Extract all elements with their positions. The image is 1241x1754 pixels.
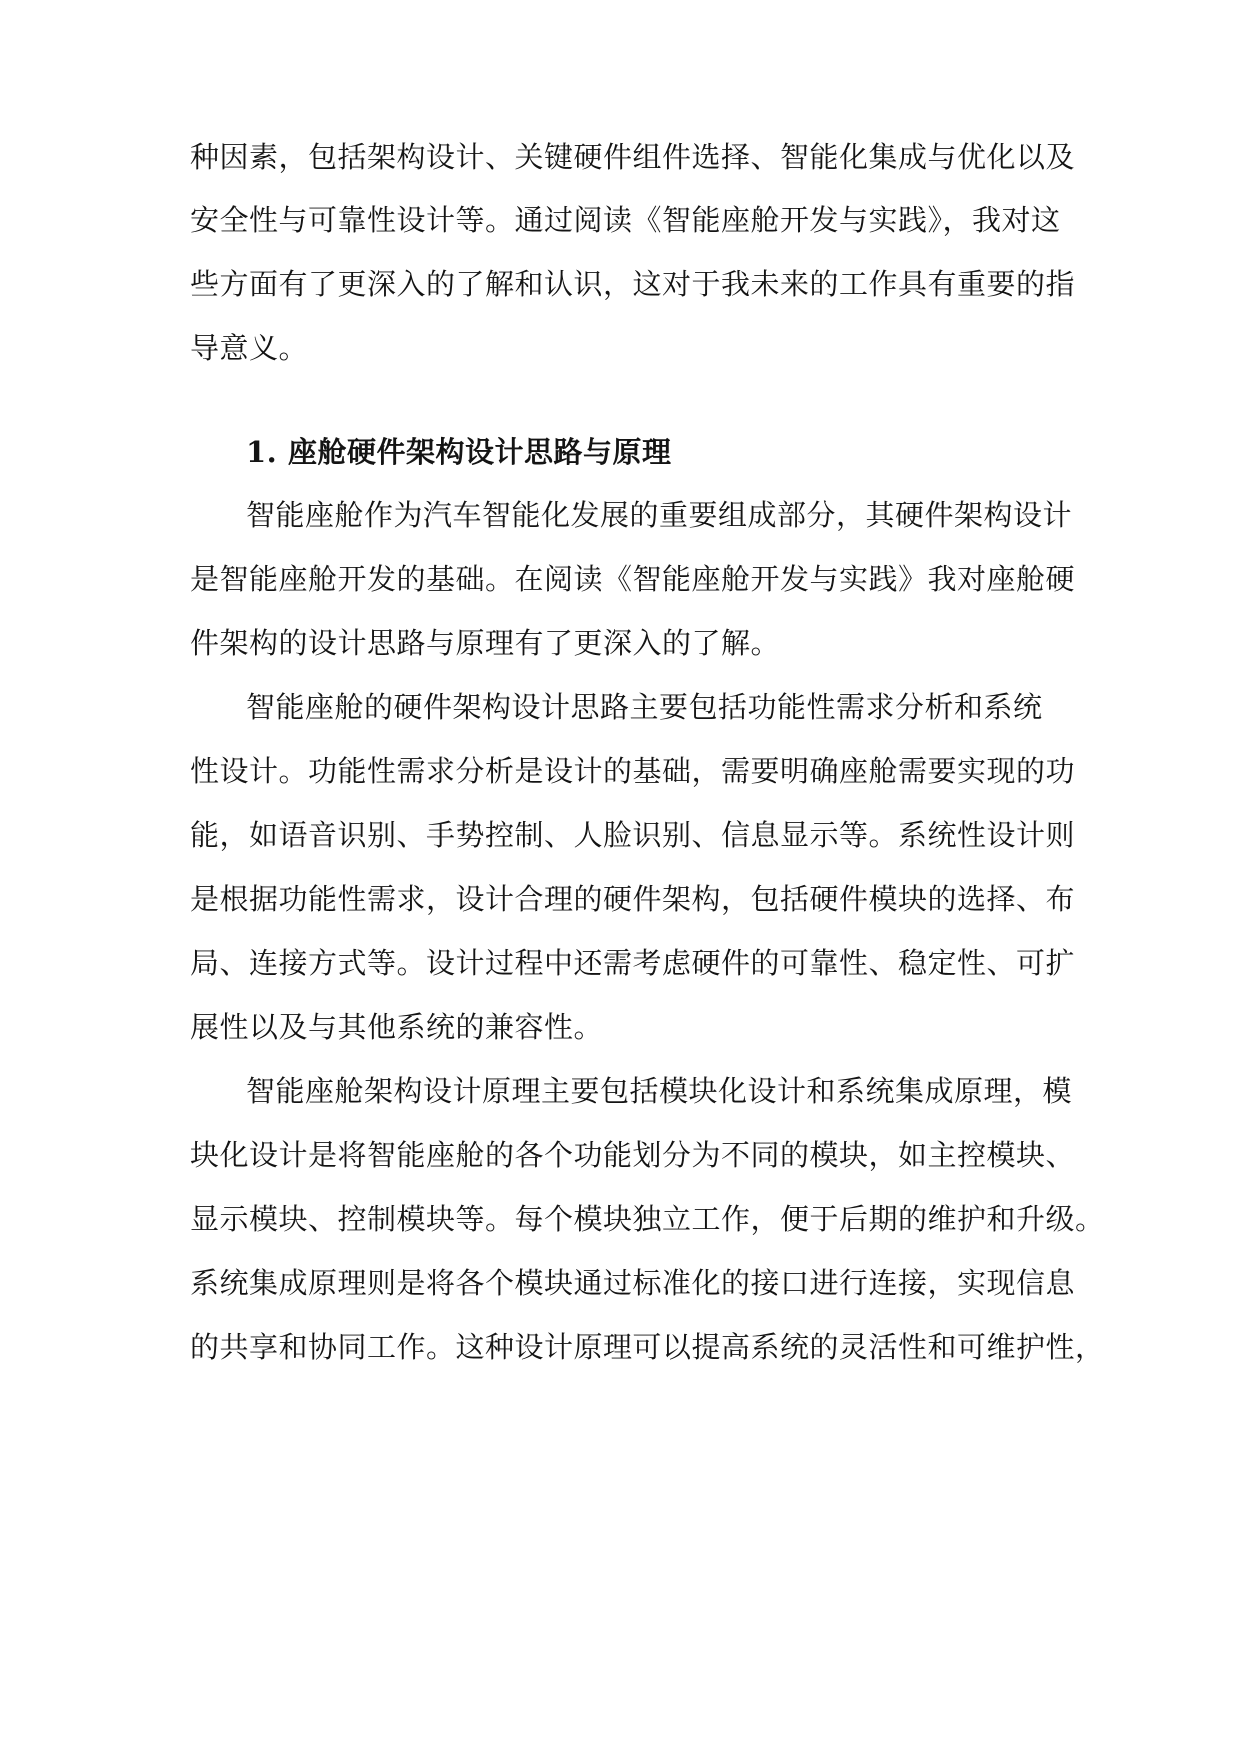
intro-line-3: 些方面有了更深入的了解和认识，这对于我未来的工作具有重要的指 bbox=[190, 267, 1076, 301]
section-heading bbox=[246, 432, 1070, 472]
paragraph2-line-3: 能，如语音识别、手势控制、人脸识别、信息显示等。系统性设计则 bbox=[190, 818, 1076, 852]
paragraph2-line-5: 局、连接方式等。设计过程中还需考虑硬件的可靠性、稳定性、可扩 bbox=[190, 946, 1076, 980]
intro-line-1: 种因素，包括架构设计、关键硬件组件选择、智能化集成与优化以及 bbox=[190, 140, 1076, 174]
paragraph3-line-2: 块化设计是将智能座舱的各个功能划分为不同的模块，如主控模块、 bbox=[190, 1138, 1076, 1172]
paragraph2-line-4: 是根据功能性需求，设计合理的硬件架构，包括硬件模块的选择、布 bbox=[190, 882, 1076, 916]
section-heading-number: 1. bbox=[246, 435, 278, 469]
paragraph3-line-5: 的共享和协同工作。这种设计原理可以提高系统的灵活性和可维护性， bbox=[190, 1330, 1105, 1364]
paragraph1-line-3: 件架构的设计思路与原理有了更深入的了解。 bbox=[190, 626, 781, 660]
paragraph1-line-1: 智能座舱作为汽车智能化发展的重要组成部分，其硬件架构设计 bbox=[246, 498, 1073, 532]
paragraph1-line-2: 是智能座舱开发的基础。在阅读《智能座舱开发与实践》我对座舱硬 bbox=[190, 562, 1076, 596]
paragraph3-line-1: 智能座舱架构设计原理主要包括模块化设计和系统集成原理，模 bbox=[246, 1074, 1073, 1108]
intro-line-4: 导意义。 bbox=[190, 331, 309, 365]
paragraph3-line-3: 显示模块、控制模块等。每个模块独立工作，便于后期的维护和升级。 bbox=[190, 1202, 1105, 1236]
paragraph2-line-1: 智能座舱的硬件架构设计思路主要包括功能性需求分析和系统 bbox=[246, 690, 1043, 724]
paragraph2-line-2: 性设计。功能性需求分析是设计的基础，需要明确座舱需要实现的功 bbox=[190, 754, 1076, 788]
section-heading-title: 座舱硬件架构设计思路与原理 bbox=[288, 435, 672, 469]
paragraph3-line-4: 系统集成原理则是将各个模块通过标准化的接口进行连接，实现信息 bbox=[190, 1266, 1076, 1300]
paragraph2-line-6: 展性以及与其他系统的兼容性。 bbox=[190, 1010, 604, 1044]
intro-line-2: 安全性与可靠性设计等。通过阅读《智能座舱开发与实践》，我对这 bbox=[190, 203, 1061, 237]
